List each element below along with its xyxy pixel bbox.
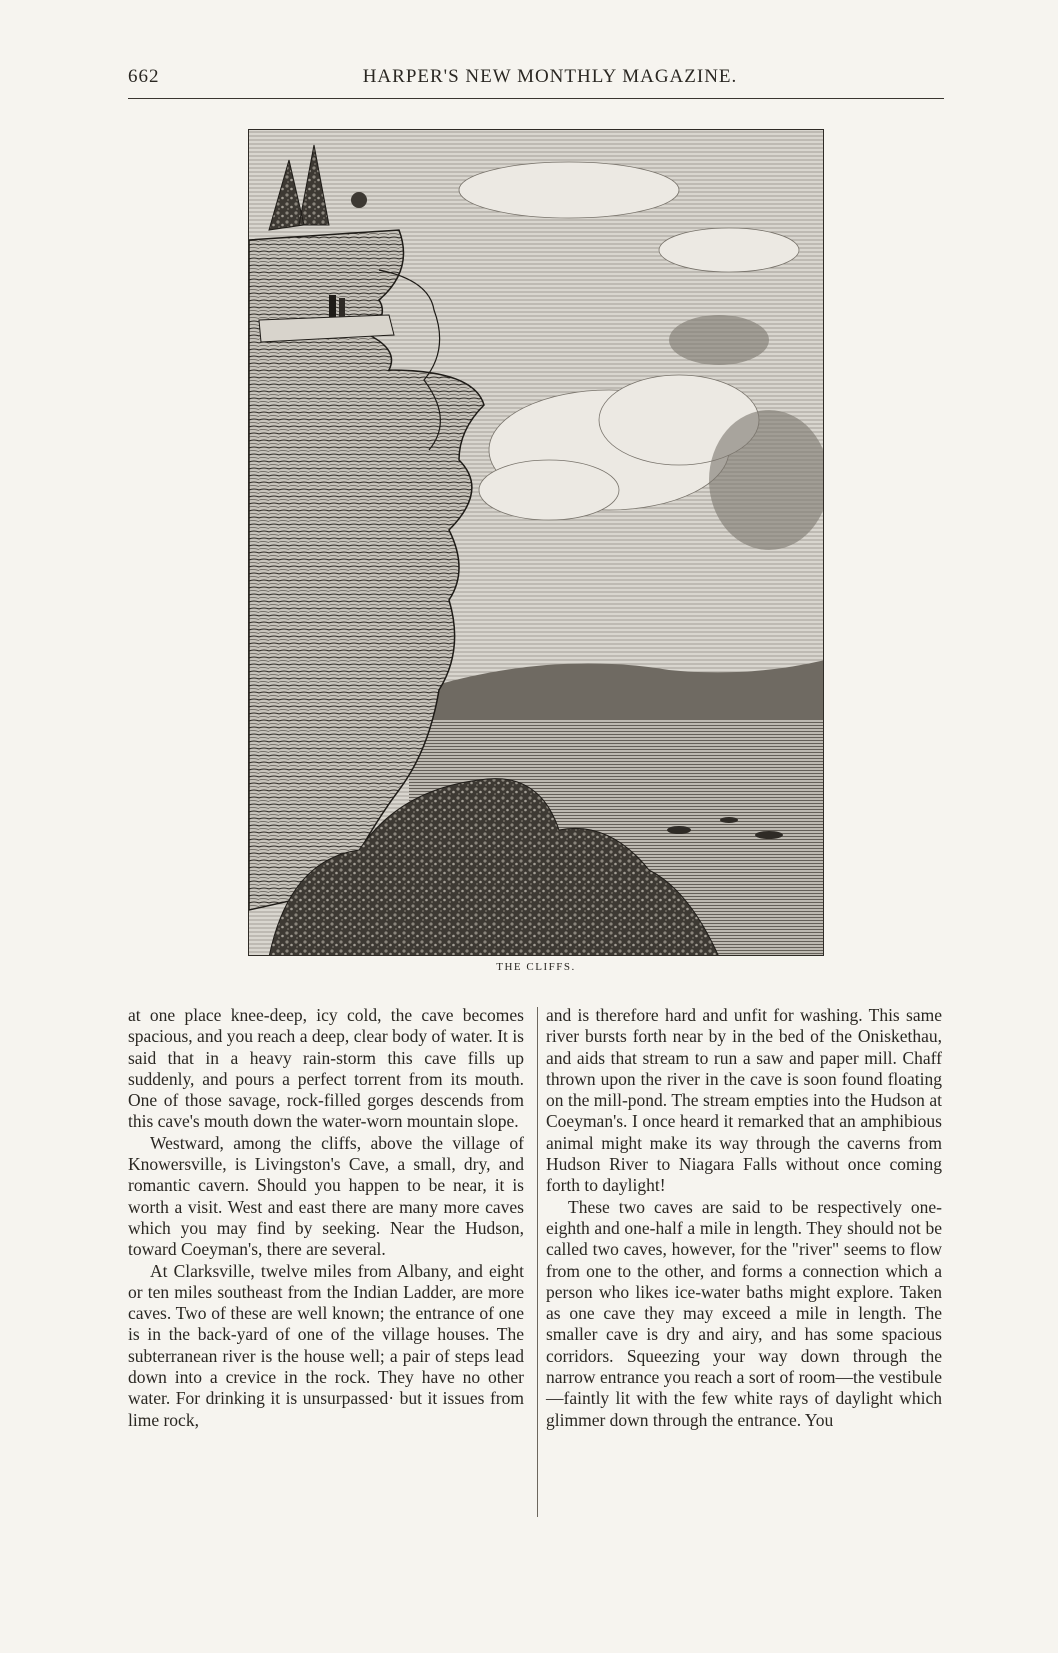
paragraph: At Clarksville, twelve miles from Albany, and eight or ten miles southeast from the Indian Ladder, are more caves. Two of these are well known; the entrance of one is in the back-yard of one of the village houses. The subterranean river is the house well; a pair of steps lead down into a crevice in the rock. They have no other water. For drinking it is unsurpassed· but it issues from lime rock, bbox=[128, 1260, 524, 1430]
paragraph: and is therefore hard and unfit for washing. This same river bursts forth near by in the bed of the Oniskethau, and aids that stream to run a saw and paper mill. Chaff thrown upon the river in the cave is soon found floating on the mill-pond. The stream empties into the Hudson at Coeyman's. I once heard it remarked that an amphibious animal might make its way through the caverns from Hudson River to Niagara Falls without once coming forth to daylight! bbox=[546, 1005, 942, 1196]
engraving-artwork bbox=[249, 130, 824, 956]
cliffs-engraving bbox=[248, 129, 824, 956]
text-column-right bbox=[546, 1005, 942, 1431]
paragraph: at one place knee-deep, icy cold, the cave becomes spacious, and you reach a deep, clear body of water. It is said that in a heavy rain-storm this cave fills up suddenly, and pours a perfect torrent from its mouth. One of those savage, rock-filled gorges descends from this cave's mouth down the water-worn mountain slope. bbox=[128, 1005, 524, 1132]
illustration-caption: THE CLIFFS. bbox=[496, 961, 576, 973]
column-divider bbox=[537, 1007, 538, 1517]
page-number: 662 bbox=[128, 66, 160, 87]
journal-title: HARPER'S NEW MONTHLY MAGAZINE. bbox=[362, 66, 738, 87]
text-column-left bbox=[128, 1005, 524, 1431]
header-rule bbox=[128, 98, 944, 99]
paragraph: These two caves are said to be respectively one-eighth and one-half a mile in length. They should not be called two caves, however, for the "river" seems to flow from one to the other, and forms a connection which a person who likes ice-water baths might explore. Taken as one cave they may exceed a mile in length. The smaller cave is dry and airy, and has some spacious corridors. Squeezing your way down through the narrow entrance you reach a sort of room—the vestibule—faintly lit with the few white rays of daylight which glimmer down through the entrance. You bbox=[546, 1196, 942, 1430]
running-head bbox=[128, 66, 942, 92]
paragraph: Westward, among the cliffs, above the village of Knowersville, is Livingston's Cave, a small, dry, and romantic cavern. Should you happen to be near, it is worth a visit. West and east there are many more caves which you may find by seeking. Near the Hudson, toward Coeyman's, there are several. bbox=[128, 1132, 524, 1260]
